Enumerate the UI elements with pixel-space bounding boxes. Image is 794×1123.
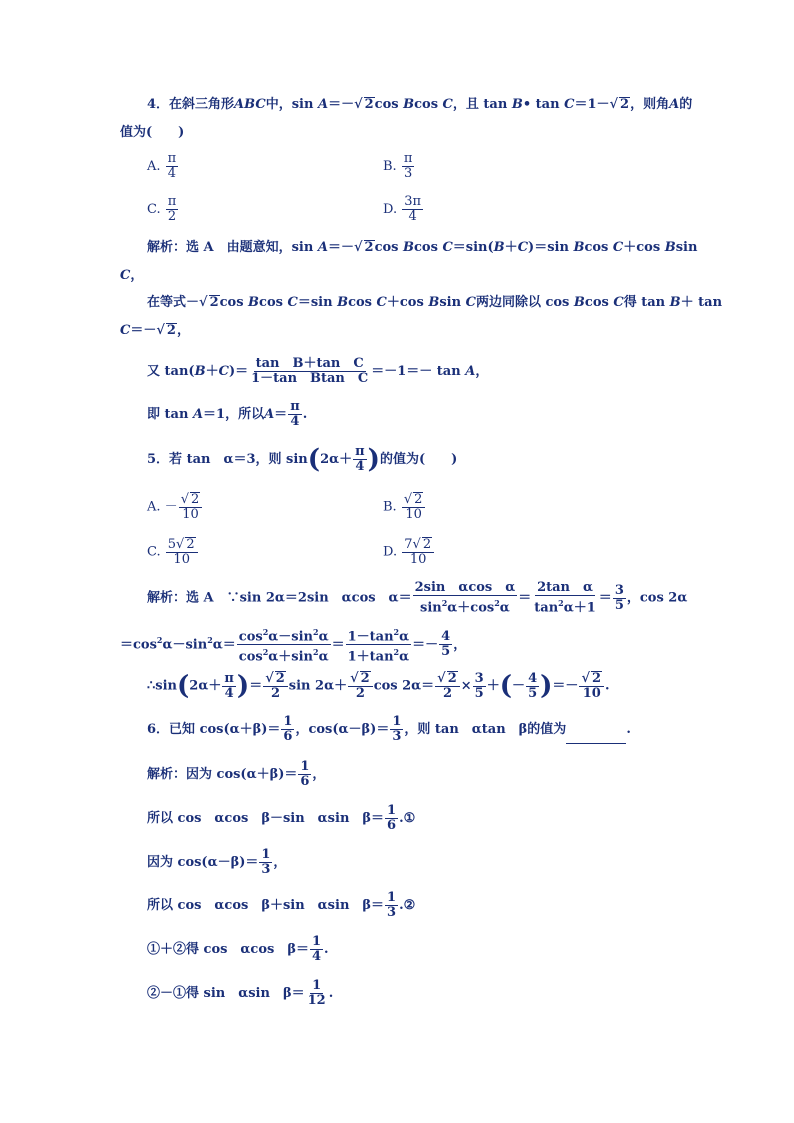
q4-solution-line3: 又 tan(B＋C)＝ $\frac{\text{tan B＋tan C}}{\text{1－tan Btan C}}$ ＝－1＝－ tan A， xyxy=(147,356,489,386)
q4-solution-line1b: C， xyxy=(120,268,144,283)
q4-option-d: D. $\frac{3\pi}{4}$ xyxy=(383,194,422,224)
q6-solution-line3: 因为 cos(α－β)＝ $\frac{1}{3}$ ， xyxy=(147,847,287,877)
q6-solution-line6: ②－①得 sin αsin β＝ $\frac{1}{12}$ . xyxy=(147,978,334,1008)
q5-option-b: B. $\frac{√ 2}{10}$ xyxy=(383,492,426,522)
q6-stem: 6．已知 cos(α＋β)＝ $\frac{1}{6}$ ，cos(α－β)＝ $\frac{1}{3}$ ，则 tan αtan β的值为 . xyxy=(147,714,631,744)
q4-option-a: A. $\frac{\pi}{4}$ xyxy=(147,151,177,181)
q4-solution-line4: 即 tan A＝1，所以A＝ $\frac{\pi}{4}$ . xyxy=(147,399,308,429)
answer-blank xyxy=(566,743,626,744)
q5-stem: 5．若 tan α＝3，则 sin(2α＋ $\frac{\pi}{4}$ )的值为( ) xyxy=(147,444,458,475)
q5-option-c: C. $\frac{5√ 2}{10}$ xyxy=(147,537,199,567)
q6-solution-line4: 所以 cos αcos β＋sin αsin β＝ $\frac{1}{3}$ .② xyxy=(147,890,416,920)
q6-solution-line1: 解析：因为 cos(α＋β)＝ $\frac{1}{6}$ ， xyxy=(147,759,326,789)
q6-solution-line2: 所以 cos αcos β－sin αsin β＝ $\frac{1}{6}$ .① xyxy=(147,803,416,833)
q5-option-a: A. － $\frac{√ 2}{10}$ xyxy=(147,492,203,522)
q4-solution-line1: 解析：选 A 由题意知，sin A＝－√ 2cos Bcos C＝sin(B＋C)＝sin Bcos C＋cos Bsin xyxy=(147,240,698,255)
q4-solution-line2: 在等式－√ 2cos Bcos C＝sin Bcos C＋cos Bsin C两边同除以 cos Bcos C得 tan B＋ tan xyxy=(147,295,723,310)
q5-solution-line3: ∴sin(2α＋ $\frac{\pi}{4}$ )＝ $\frac{√ 2}{2}$ sin 2α＋ $\frac{√ 2}{2}$ cos 2α＝ $\frac{√ 2}{2}$ × $\frac{3}{5}$ ＋(－ $\frac{4}{5}$ )＝－ $\frac{√ 2}{10}$ . xyxy=(147,670,610,701)
q5-option-d: D. $\frac{7√ 2}{10}$ xyxy=(383,537,435,567)
q4-option-c: C. $\frac{\pi}{2}$ xyxy=(147,194,177,224)
q5-solution-line2: $=\cos^2\alpha-\sin^2\alpha=$ $\frac{\cos^2\alpha-\sin^2\alpha}{\cos^2\alpha+\sin^2\alpha}$ ＝ $\frac{1-\tan^2\alpha}{1+\tan^2\alpha}$ ＝－ $\frac{4}{5}$ ， xyxy=(120,627,467,665)
q4-stem-line1: 4．在斜三角形ABC中，sin A＝－√ 2cos Bcos C，且 tan B• tan C＝1－√ 2，则角A的 xyxy=(147,97,693,112)
q4-stem-line2: 值为( ) xyxy=(120,125,185,140)
q6-solution-line5: ①＋②得 cos αcos β＝ $\frac{1}{4}$ . xyxy=(147,934,329,964)
q4-option-b: B. $\frac{\pi}{3}$ xyxy=(383,151,413,181)
q5-solution-line1: 解析：选 A ∵sin 2α＝2sin αcos α＝ $\frac{\text{2sin αcos α}}{\sin^2\alpha+\cos^2\alpha}$ ＝ $\frac{\text{2tan α}}{\tan^2\alpha+1}$ ＝ $\frac{3}{5}$ ，cos 2α xyxy=(147,580,688,616)
q4-solution-line2b: C＝－√ 2， xyxy=(120,323,190,338)
